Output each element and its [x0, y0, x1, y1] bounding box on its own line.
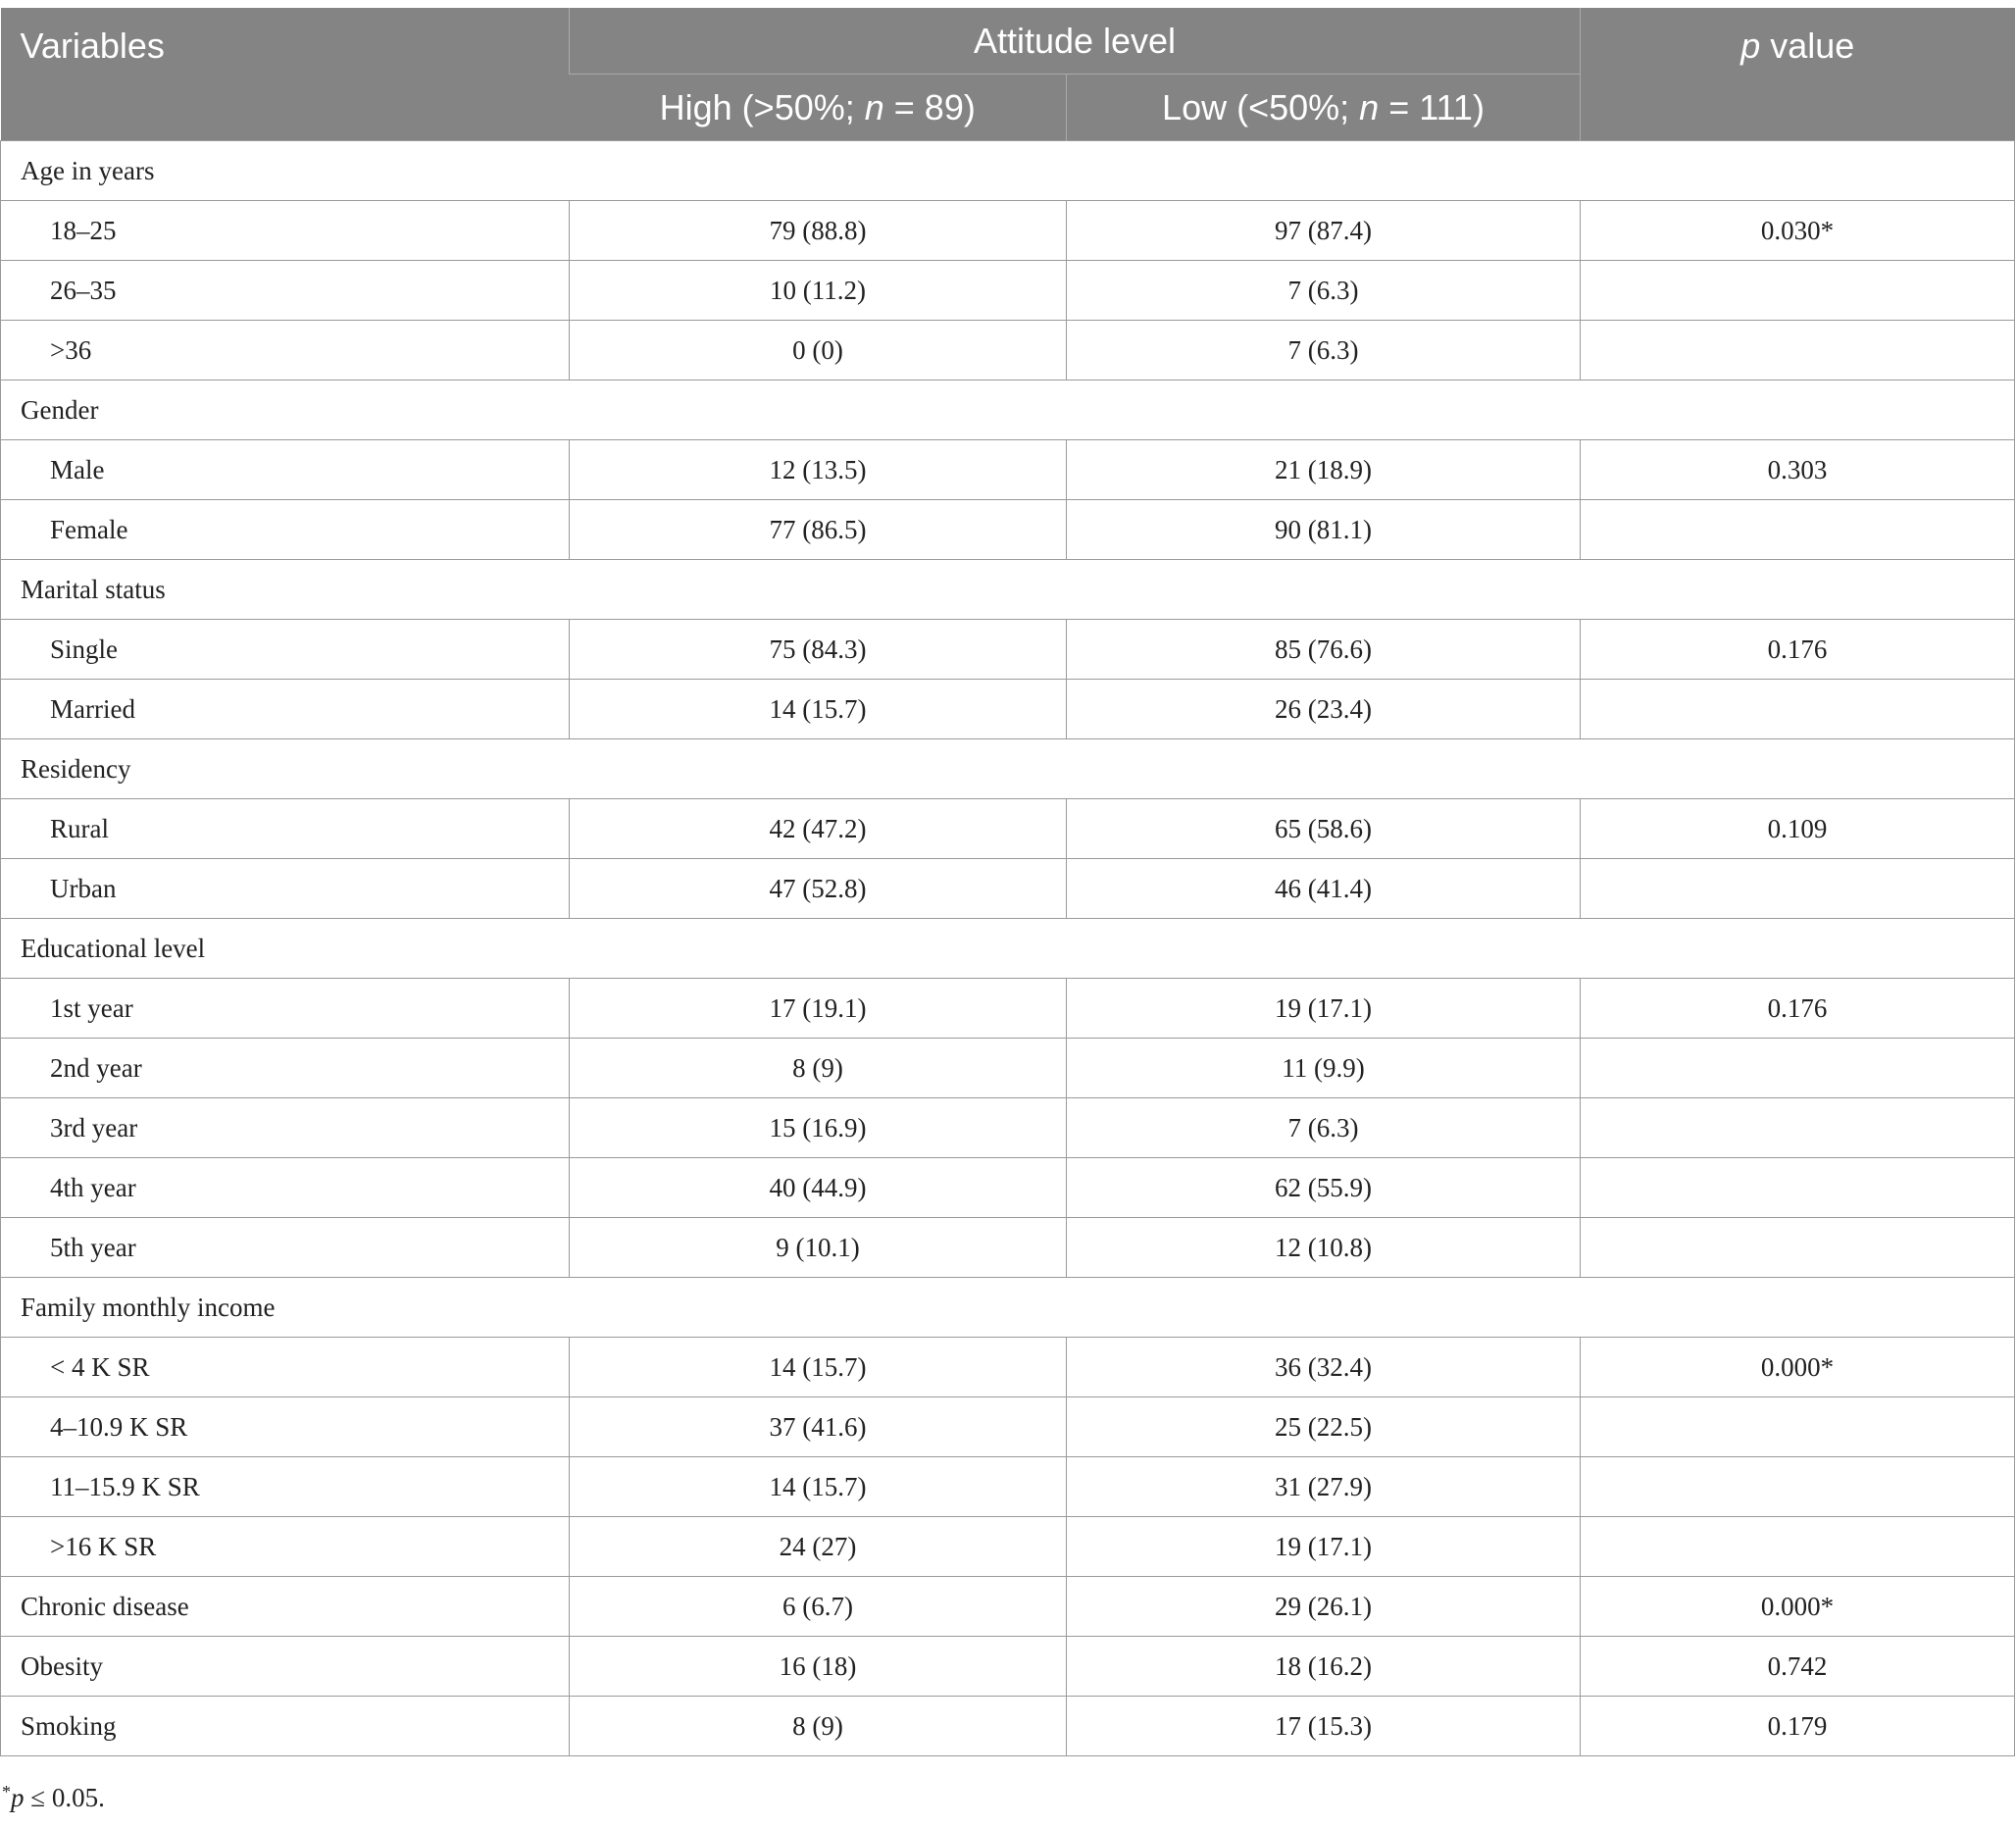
group-label: Age in years — [1, 141, 570, 201]
cell-high: 24 (27) — [570, 1517, 1067, 1577]
group-label: Family monthly income — [1, 1278, 570, 1338]
cell-p-value — [1581, 500, 2015, 560]
table-group-row — [1, 739, 2015, 799]
attitude-level-table — [0, 8, 2015, 1756]
cell-low: 46 (41.4) — [1067, 859, 1581, 919]
cell-p-value — [1581, 1039, 2015, 1098]
cell-p-value: 0.303 — [1581, 440, 2015, 500]
header-attitude-level: Attitude level — [570, 8, 1581, 75]
empty-cell — [1067, 381, 1581, 440]
cell-low: 21 (18.9) — [1067, 440, 1581, 500]
cell-p-value — [1581, 1098, 2015, 1158]
table-group-row — [1, 1278, 2015, 1338]
table-row — [1, 1397, 2015, 1457]
empty-cell — [1581, 141, 2015, 201]
table-row — [1, 1039, 2015, 1098]
row-label: 5th year — [1, 1218, 570, 1278]
table-row — [1, 1577, 2015, 1637]
empty-cell — [1067, 739, 1581, 799]
table-row — [1, 680, 2015, 739]
table-row — [1, 1517, 2015, 1577]
table-row — [1, 321, 2015, 381]
row-label: Chronic disease — [1, 1577, 570, 1637]
cell-high: 6 (6.7) — [570, 1577, 1067, 1637]
cell-high: 75 (84.3) — [570, 620, 1067, 680]
empty-cell — [1581, 381, 2015, 440]
empty-cell — [1581, 919, 2015, 979]
row-label: 1st year — [1, 979, 570, 1039]
cell-p-value — [1581, 1517, 2015, 1577]
cell-high: 42 (47.2) — [570, 799, 1067, 859]
row-label: Female — [1, 500, 570, 560]
cell-high: 14 (15.7) — [570, 680, 1067, 739]
table-group-row — [1, 381, 2015, 440]
empty-cell — [570, 1278, 1067, 1338]
cell-low: 18 (16.2) — [1067, 1637, 1581, 1697]
cell-low: 31 (27.9) — [1067, 1457, 1581, 1517]
cell-low: 36 (32.4) — [1067, 1338, 1581, 1397]
cell-high: 12 (13.5) — [570, 440, 1067, 500]
cell-low: 7 (6.3) — [1067, 261, 1581, 321]
cell-p-value — [1581, 1397, 2015, 1457]
empty-cell — [1067, 1278, 1581, 1338]
cell-low: 85 (76.6) — [1067, 620, 1581, 680]
cell-low: 65 (58.6) — [1067, 799, 1581, 859]
cell-high: 0 (0) — [570, 321, 1067, 381]
cell-p-value — [1581, 321, 2015, 381]
header-low-suffix: = 111) — [1379, 86, 1485, 127]
group-label: Gender — [1, 381, 570, 440]
empty-cell — [1581, 1278, 2015, 1338]
cell-p-value — [1581, 261, 2015, 321]
cell-low: 11 (9.9) — [1067, 1039, 1581, 1098]
cell-high: 14 (15.7) — [570, 1457, 1067, 1517]
cell-low: 19 (17.1) — [1067, 1517, 1581, 1577]
cell-high: 16 (18) — [570, 1637, 1067, 1697]
cell-low: 90 (81.1) — [1067, 500, 1581, 560]
cell-p-value: 0.179 — [1581, 1697, 2015, 1756]
cell-low: 19 (17.1) — [1067, 979, 1581, 1039]
table-row — [1, 500, 2015, 560]
cell-p-value: 0.000* — [1581, 1577, 2015, 1637]
row-label: Male — [1, 440, 570, 500]
table-body — [1, 141, 2015, 1756]
cell-low: 26 (23.4) — [1067, 680, 1581, 739]
cell-high: 10 (11.2) — [570, 261, 1067, 321]
empty-cell — [1581, 560, 2015, 620]
table-row — [1, 440, 2015, 500]
group-label: Residency — [1, 739, 570, 799]
table-row — [1, 201, 2015, 261]
empty-cell — [570, 141, 1067, 201]
cell-low: 29 (26.1) — [1067, 1577, 1581, 1637]
cell-low: 12 (10.8) — [1067, 1218, 1581, 1278]
table-group-row — [1, 560, 2015, 620]
row-label: Married — [1, 680, 570, 739]
empty-cell — [1067, 141, 1581, 201]
table-row — [1, 1457, 2015, 1517]
table-row — [1, 799, 2015, 859]
row-label: < 4 K SR — [1, 1338, 570, 1397]
cell-p-value — [1581, 1158, 2015, 1218]
row-label: Obesity — [1, 1637, 570, 1697]
cell-p-value: 0.742 — [1581, 1637, 2015, 1697]
row-label: 4th year — [1, 1158, 570, 1218]
cell-high: 8 (9) — [570, 1039, 1067, 1098]
table-row — [1, 859, 2015, 919]
cell-p-value — [1581, 1218, 2015, 1278]
group-label: Marital status — [1, 560, 570, 620]
header-high-n: n — [864, 86, 884, 127]
empty-cell — [570, 560, 1067, 620]
table-group-row — [1, 919, 2015, 979]
header-low-n: n — [1359, 86, 1380, 127]
header-high — [570, 75, 1067, 141]
cell-high: 8 (9) — [570, 1697, 1067, 1756]
cell-low: 7 (6.3) — [1067, 321, 1581, 381]
table-row — [1, 1218, 2015, 1278]
table-group-row — [1, 141, 2015, 201]
footnote-p: p — [11, 1783, 25, 1812]
cell-high: 17 (19.1) — [570, 979, 1067, 1039]
header-high-prefix: High (>50%; — [659, 86, 865, 127]
row-label: 4–10.9 K SR — [1, 1397, 570, 1457]
cell-p-value — [1581, 859, 2015, 919]
row-label: >16 K SR — [1, 1517, 570, 1577]
header-p-italic: p — [1740, 25, 1761, 66]
cell-p-value: 0.176 — [1581, 620, 2015, 680]
row-label: 3rd year — [1, 1098, 570, 1158]
cell-high: 9 (10.1) — [570, 1218, 1067, 1278]
cell-high: 77 (86.5) — [570, 500, 1067, 560]
table-row — [1, 1637, 2015, 1697]
cell-p-value — [1581, 1457, 2015, 1517]
row-label: >36 — [1, 321, 570, 381]
header-high-suffix: = 89) — [883, 86, 976, 127]
table-row — [1, 620, 2015, 680]
cell-p-value: 0.109 — [1581, 799, 2015, 859]
header-low-prefix: Low (<50%; — [1162, 86, 1360, 127]
row-label: Smoking — [1, 1697, 570, 1756]
group-label: Educational level — [1, 919, 570, 979]
cell-low: 7 (6.3) — [1067, 1098, 1581, 1158]
empty-cell — [1581, 739, 2015, 799]
row-label: Rural — [1, 799, 570, 859]
cell-high: 14 (15.7) — [570, 1338, 1067, 1397]
cell-high: 47 (52.8) — [570, 859, 1067, 919]
empty-cell — [570, 381, 1067, 440]
empty-cell — [1067, 560, 1581, 620]
cell-p-value: 0.030* — [1581, 201, 2015, 261]
footnote — [2, 1782, 105, 1813]
cell-high: 37 (41.6) — [570, 1397, 1067, 1457]
header-p-value — [1581, 8, 2015, 141]
row-label: Single — [1, 620, 570, 680]
table-row — [1, 1098, 2015, 1158]
table-row — [1, 1338, 2015, 1397]
cell-high: 79 (88.8) — [570, 201, 1067, 261]
cell-p-value: 0.176 — [1581, 979, 2015, 1039]
cell-low: 97 (87.4) — [1067, 201, 1581, 261]
empty-cell — [570, 739, 1067, 799]
header-variables: Variables — [1, 8, 570, 141]
cell-high: 15 (16.9) — [570, 1098, 1067, 1158]
table-row — [1, 1158, 2015, 1218]
table-row — [1, 979, 2015, 1039]
row-label: 2nd year — [1, 1039, 570, 1098]
row-label: 26–35 — [1, 261, 570, 321]
header-p-rest: value — [1760, 25, 1855, 66]
cell-low: 25 (22.5) — [1067, 1397, 1581, 1457]
cell-p-value — [1581, 680, 2015, 739]
header-low — [1067, 75, 1581, 141]
footnote-rest: ≤ 0.05. — [24, 1783, 105, 1812]
row-label: 18–25 — [1, 201, 570, 261]
cell-p-value: 0.000* — [1581, 1338, 2015, 1397]
table-header — [1, 8, 2015, 141]
cell-low: 17 (15.3) — [1067, 1697, 1581, 1756]
empty-cell — [570, 919, 1067, 979]
row-label: 11–15.9 K SR — [1, 1457, 570, 1517]
table-row — [1, 261, 2015, 321]
empty-cell — [1067, 919, 1581, 979]
cell-high: 40 (44.9) — [570, 1158, 1067, 1218]
footnote-mark: * — [2, 1782, 11, 1802]
cell-low: 62 (55.9) — [1067, 1158, 1581, 1218]
table-row — [1, 1697, 2015, 1756]
row-label: Urban — [1, 859, 570, 919]
